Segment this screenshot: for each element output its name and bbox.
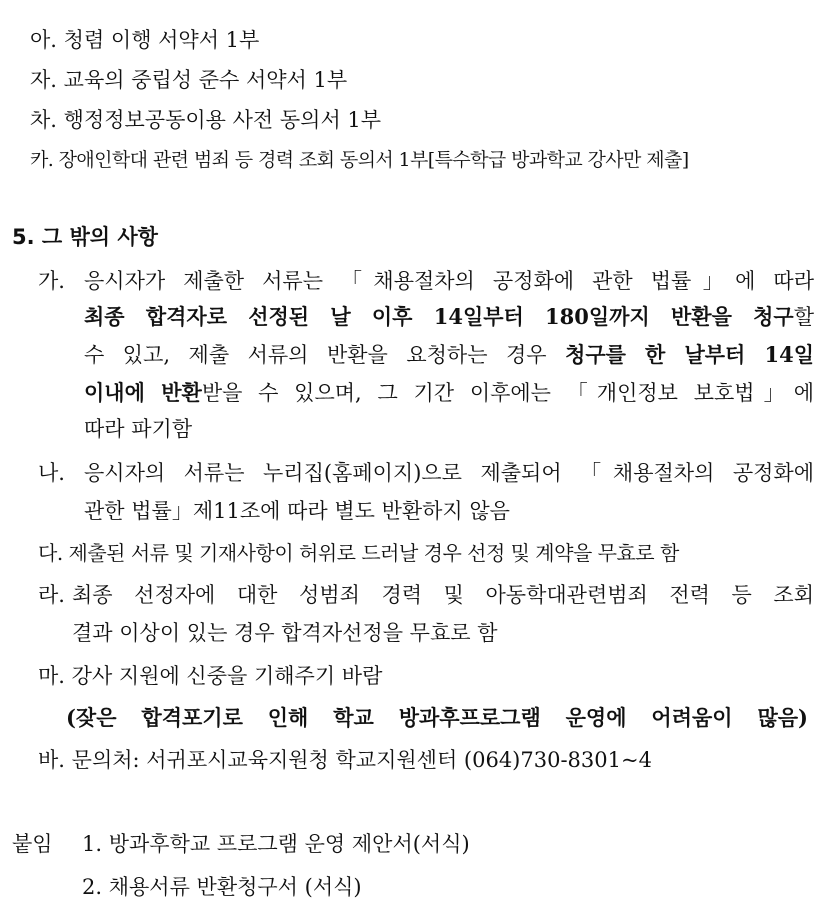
item-label: 아. <box>30 28 57 52</box>
highlight-text: 이내에 반환 <box>84 380 202 405</box>
item-text: 제출된 서류 및 기재사항이 허위로 드러날 경우 선정 및 계약을 무효로 함 <box>68 541 679 565</box>
item-text: 받을 수 있으며, 그 기간 이후에는 「개인정보 보호법」에 <box>201 381 814 405</box>
section-heading: 5. 그 밖의 사항 <box>12 225 158 249</box>
item-text: 수 있고, 제출 서류의 반환을 요청하는 경우 <box>84 343 566 367</box>
item-text: 교육의 중립성 준수 서약서 1부 <box>63 68 348 92</box>
item-label: 자. <box>30 68 57 92</box>
item-na-line1: 응시자의 서류는 누리집(홈페이지)으로 제출되어 「채용절차의 공정화에 <box>84 461 814 485</box>
item-ga-line1: 응시자가 제출한 서류는 「채용절차의 공정화에 관한 법률」에 따라 <box>84 269 814 293</box>
item-ra-label: 라. <box>38 583 65 607</box>
item-ga-line5: 따라 파기함 <box>84 417 193 441</box>
highlight-text: 청구를 한 날부터 14일 <box>565 342 814 367</box>
highlight-text: 최종 합격자로 선정된 날 이후 14일부터 180일까지 반환을 청구 <box>84 304 794 329</box>
item-ga-line4 <box>84 378 814 408</box>
item-ga-line3 <box>84 340 814 370</box>
item-ka <box>30 145 689 175</box>
item-text: 행정정보공동이용 사전 동의서 1부 <box>63 108 382 132</box>
item-text: 할 <box>793 305 814 329</box>
item-a <box>30 25 259 55</box>
item-label: 마. <box>38 664 65 688</box>
item-da <box>38 538 679 568</box>
item-label: 카. <box>30 149 54 171</box>
item-text: 장애인학대 관련 범죄 등 경력 조회 동의서 1부[특수학급 방과학교 강사만 제출] <box>58 149 689 171</box>
item-ba <box>38 745 652 775</box>
item-text: 강사 지원에 신중을 기해주기 바람 <box>71 664 383 688</box>
item-ja <box>30 65 347 95</box>
item-ra-line1: 최종 선정자에 대한 성범죄 경력 및 아동학대관련범죄 전력 등 조회 <box>72 583 814 607</box>
item-ga-line2 <box>84 302 814 332</box>
item-text: 청렴 이행 서약서 1부 <box>63 28 260 52</box>
item-ma <box>38 661 382 691</box>
item-text: 문의처: 서귀포시교육지원청 학교지원센터 (064)730-8301~4 <box>71 748 652 772</box>
item-ma-note: (잦은 합격포기로 인해 학교 방과후프로그램 운영에 어려움이 많음) <box>66 705 808 730</box>
item-na-label: 나. <box>38 461 65 485</box>
item-ra-line2: 결과 이상이 있는 경우 합격자선정을 무효로 함 <box>72 621 498 645</box>
item-cha <box>30 105 381 135</box>
item-na-line2: 관한 법률」제11조에 따라 별도 반환하지 않음 <box>84 499 510 523</box>
attachment-item: 2. 채용서류 반환청구서 (서식) <box>82 875 362 899</box>
attachment-item: 1. 방과후학교 프로그램 운영 제안서(서식) <box>82 832 470 856</box>
item-label: 바. <box>38 748 65 772</box>
item-label: 다. <box>38 541 63 565</box>
attachments-label: 붙임 <box>12 832 53 856</box>
item-ga-label: 가. <box>38 269 65 293</box>
item-label: 차. <box>30 108 57 132</box>
